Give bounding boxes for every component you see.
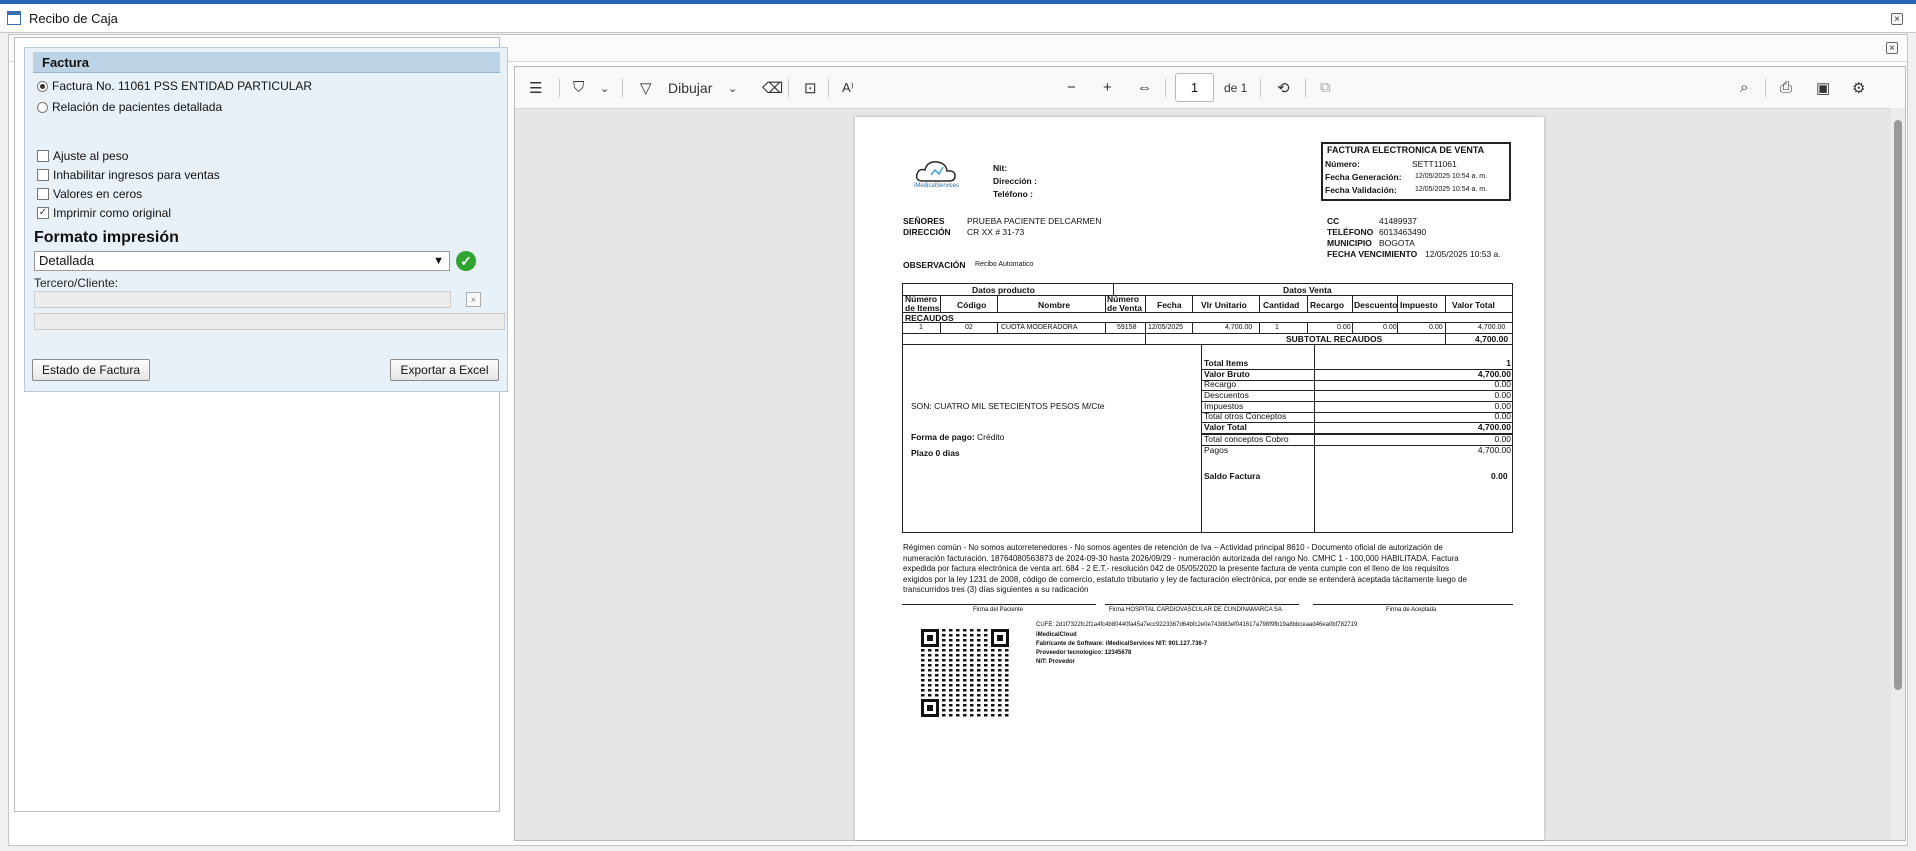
table-line — [1445, 322, 1446, 344]
toolbar-separator — [1305, 79, 1306, 97]
logo-cloud-icon — [913, 155, 963, 185]
col-nombre: Nombre — [1038, 300, 1071, 310]
table-line — [1105, 295, 1106, 312]
qr-finder — [991, 629, 1009, 647]
totals-row-label: Total conceptos Cobro — [1204, 434, 1289, 444]
saldo-label: Saldo Factura — [1204, 471, 1261, 481]
col-items — [905, 295, 940, 313]
toolbar-separator — [1765, 79, 1766, 97]
telefono-header-label: Teléfono : — [993, 189, 1033, 199]
pdf-viewer — [514, 66, 1906, 841]
checkbox-ceros[interactable] — [37, 187, 142, 201]
cc-label: CC — [1327, 216, 1340, 226]
checkbox-checked[interactable]: ✓ — [38, 207, 48, 218]
plazo-text: Plazo 0 dias — [911, 448, 960, 458]
factura-panel — [24, 47, 508, 392]
chevron-down-icon: ▼ — [433, 255, 444, 267]
checkbox-ceros-label: Valores en ceros — [53, 187, 143, 201]
table-line — [940, 295, 941, 312]
municipio-label: MUNICIPIO — [1327, 238, 1372, 248]
table-row-cantidad: 1 — [1275, 324, 1279, 331]
fit-page-icon[interactable]: ⇔ — [1137, 79, 1152, 96]
rotate-icon[interactable]: ⟲ — [1277, 80, 1290, 97]
left-column — [14, 37, 500, 812]
fabricante-text: Fabricante de Software: iMedicalServices NIT: 901.127.736-7 — [1036, 641, 1208, 647]
highlight-icon[interactable]: ⛉ — [573, 79, 585, 96]
fecha-generacion-label: Fecha Generación: — [1325, 172, 1402, 182]
checkbox-ajuste[interactable] — [37, 149, 128, 163]
checkbox-inhabilitar-label: Inhabilitar ingresos para ventas — [53, 168, 220, 182]
signature-line — [902, 604, 1096, 605]
qr-code-icon — [921, 629, 1009, 717]
totals-row-value: 0.00 — [1494, 434, 1511, 444]
table-line — [902, 322, 1513, 323]
cc-value: 41489937 — [1379, 216, 1417, 226]
senores-label: SEÑORES — [903, 216, 945, 226]
qr-finder — [921, 699, 939, 717]
close-panel-button[interactable]: × — [1886, 42, 1898, 54]
radio-button-selected[interactable] — [37, 81, 48, 92]
table-row-recargo: 0.00 — [1337, 324, 1351, 331]
window-icon — [7, 11, 21, 25]
toolbar-separator — [559, 79, 560, 97]
observacion-value: Recibo Automatico — [975, 261, 1034, 268]
col-items-line1: Número — [905, 294, 938, 304]
window-title: Recibo de Caja — [29, 11, 118, 26]
chevron-down-icon[interactable]: ⌄ — [600, 83, 610, 95]
legal-line: exigidos por la ley 1231 de 2008, código de comercio, estatuto tributario y ley de facturación electrónica, por ende se entenderá aceptada tácitamente luego de — [903, 574, 1467, 584]
table-line — [1352, 295, 1353, 312]
totals-row-value: 0.00 — [1494, 379, 1511, 389]
table-line — [902, 344, 1513, 345]
toolbar-separator — [1260, 79, 1261, 97]
checkbox[interactable] — [37, 169, 49, 181]
pdf-toolbar — [515, 67, 1905, 109]
table-line — [997, 322, 998, 333]
table-line — [997, 295, 998, 312]
format-select-value: Detallada — [39, 253, 94, 268]
radio-factura[interactable] — [37, 79, 312, 93]
table-line — [940, 322, 941, 333]
col-fecha: Fecha — [1157, 300, 1182, 310]
search-icon[interactable]: ⌕ — [1740, 79, 1749, 96]
direccion-label: DIRECCIÓN — [903, 227, 951, 237]
toolbar-separator — [788, 79, 789, 97]
section-recaudos: RECAUDOS — [905, 313, 954, 323]
datos-producto-header: Datos producto — [972, 285, 1035, 295]
draw-icon[interactable]: ▽ — [640, 80, 652, 97]
col-vlr-unitario: Vlr Unitario — [1201, 300, 1247, 310]
table-row-fecha: 12/05/2025 — [1148, 324, 1184, 331]
nit-proveedor-text: NIT: Provedor — [1036, 659, 1076, 665]
fecha-vencimiento-label: FECHA VENCIMIENTO — [1327, 249, 1418, 259]
checkbox[interactable] — [37, 188, 49, 200]
totals-row-label: Total Items — [1204, 358, 1249, 368]
totals-row-value: 4,700.00 — [1477, 445, 1511, 455]
checkbox-original[interactable] — [37, 206, 171, 220]
close-window-button[interactable]: × — [1891, 13, 1903, 25]
observacion-label: OBSERVACIÓN — [903, 260, 966, 270]
totals-row-label: Recargo — [1204, 379, 1237, 389]
table-line — [1352, 322, 1353, 333]
col-impuesto: Impuesto — [1400, 300, 1438, 310]
page-total: de 1 — [1224, 81, 1248, 95]
firma-paciente: Firma del Paciente — [973, 607, 1024, 613]
saldo-value: 0.00 — [1491, 471, 1508, 481]
draw-label[interactable]: Dibujar — [668, 80, 713, 96]
table-line — [902, 312, 1513, 313]
totals-row-value: 0.00 — [1494, 401, 1511, 411]
table-line — [1259, 322, 1260, 333]
table-row-n: 1 — [919, 324, 923, 331]
print-icon[interactable]: ⎙ — [1780, 79, 1793, 96]
outline-icon[interactable]: ☰ — [529, 80, 543, 97]
totals-row-value: 1 — [1506, 358, 1511, 368]
toolbar-separator — [1165, 79, 1166, 97]
table-line — [1105, 322, 1106, 333]
cufe-text: CUFE: 2d1f7322fc2f1a4fc4b80440fa45a7ecc9223367d64bfc2e0e743883ef041617a798f9fb19a8bbceaad46ea0bf782719 — [1036, 622, 1358, 628]
legal-line: expedida por factura electrónica de venta art. 684 - 2 E.T.- resolución 042 de 05/05/2020 la presente factura de venta cumple con el lleno de los requisitos — [903, 564, 1450, 573]
table-line — [1397, 322, 1398, 333]
export-excel-button[interactable]: Exportar a Excel — [390, 359, 499, 381]
table-line — [1201, 422, 1513, 423]
col-venta-line1: Número — [1107, 294, 1140, 304]
fecha-generacion-value: 12/05/2025 10:54 a. m. — [1415, 173, 1487, 180]
legal-line: transcurridos tres (3) días siguientes a su radicación — [903, 585, 1089, 594]
fecha-vencimiento-value: 12/05/2025 10:53 a. — [1425, 249, 1501, 259]
format-title: Formato impresión — [34, 229, 179, 246]
subtotal-label: SUBTOTAL RECAUDOS — [1286, 334, 1383, 344]
vertical-scrollbar[interactable] — [1891, 108, 1905, 840]
col-descuento: Descuento — [1354, 300, 1398, 310]
signature-line — [1105, 604, 1299, 605]
totals-row-label: Impuestos — [1204, 401, 1244, 411]
page-number-input[interactable]: 1 — [1175, 73, 1214, 102]
table-line — [1201, 344, 1202, 533]
telefono-value: 6013463490 — [1379, 227, 1427, 237]
col-valor-total: Valor Total — [1452, 300, 1495, 310]
table-line — [1201, 380, 1513, 381]
tercero-input[interactable] — [34, 291, 451, 308]
radio-relacion-label: Relación de pacientes detallada — [52, 100, 223, 114]
table-line — [1307, 295, 1308, 312]
table-line — [1307, 322, 1308, 333]
estado-factura-button[interactable]: Estado de Factura — [32, 359, 150, 381]
totals-row-value: 4,700.00 — [1477, 369, 1511, 379]
firma-aceptada: Firma de Aceptada — [1386, 607, 1437, 613]
imedicalcloud-text: iMedicalCloud — [1036, 632, 1077, 638]
col-venta-line2: de Venta — [1107, 303, 1142, 313]
forma-pago-value: Crédito — [977, 432, 1005, 442]
direccion-header-label: Dirección : — [993, 176, 1037, 186]
totals-row-label: Pagos — [1204, 445, 1229, 455]
table-line — [1445, 295, 1446, 312]
table-line — [1201, 401, 1513, 402]
chevron-down-icon[interactable]: ⌄ — [728, 83, 738, 95]
senores-value: PRUEBA PACIENTE DELCARMEN — [967, 216, 1102, 226]
subtotal-value: 4,700.00 — [1475, 334, 1509, 344]
checkbox-ajuste-label: Ajuste al peso — [53, 149, 129, 163]
table-line — [902, 333, 1513, 334]
table-line — [1314, 344, 1315, 533]
col-recargo: Recargo — [1310, 300, 1345, 310]
numero-value: SETT11061 — [1412, 159, 1457, 169]
zoom-out-icon[interactable]: − — [1067, 79, 1076, 96]
legal-line: Régimen común - No somos autorretenedores - No somos agentes de retención de Iva – Actividad principal 8610 - Documento oficial de autorización de — [903, 543, 1443, 552]
pdf-page — [855, 117, 1544, 840]
col-venta — [1107, 295, 1142, 313]
tercero-name-field — [34, 313, 505, 330]
table-row-vlr: 4,700.00 — [1225, 324, 1253, 331]
table-line — [1192, 295, 1193, 312]
totals-row-label: Total otros Conceptos — [1204, 411, 1287, 421]
datos-venta-header: Datos Venta — [1283, 285, 1332, 295]
confirm-check-icon[interactable]: ✓ — [456, 251, 476, 271]
proveedor-text: Proveedor tecnologico: 12345678 — [1036, 650, 1132, 656]
numero-label: Número: — [1325, 159, 1360, 169]
qr-finder — [921, 629, 939, 647]
signature-line — [1313, 604, 1513, 605]
toolbar-separator — [828, 79, 829, 97]
toolbar-separator — [622, 79, 623, 97]
checkbox[interactable] — [37, 150, 49, 162]
totals-row-label: Descuentos — [1204, 390, 1249, 400]
logo-text: iMedicalServices — [914, 183, 960, 189]
fecha-validacion-label: Fecha Validación: — [1325, 185, 1397, 195]
checkbox-inhabilitar[interactable] — [37, 168, 220, 182]
gear-icon[interactable]: ⚙ — [1852, 80, 1866, 97]
radio-relacion[interactable] — [37, 100, 222, 114]
son-text: SON: CUATRO MIL SETECIENTOS PESOS M/Cte — [911, 401, 1105, 411]
fe-title: FACTURA ELECTRONICA DE VENTA — [1327, 145, 1485, 155]
table-line — [1145, 322, 1146, 344]
firma-hospital: Firma HOSPITAL CARDIOVASCULAR DE CUNDINAMARCA SA — [1109, 607, 1282, 613]
nit-label: Nit: — [993, 163, 1008, 173]
table-line — [1201, 445, 1513, 446]
totals-row-value: 0.00 — [1494, 411, 1511, 421]
save-icon[interactable]: ▣ — [1816, 80, 1831, 97]
col-cantidad: Cantidad — [1263, 300, 1300, 310]
checkbox-original-label: Imprimir como original — [53, 206, 172, 220]
scrollbar-thumb[interactable] — [1894, 120, 1902, 690]
totals-row-value: 4,700.00 — [1477, 422, 1511, 432]
table-row-total: 4,700.00 — [1478, 324, 1506, 331]
totals-row-label: Valor Bruto — [1204, 369, 1250, 379]
fecha-validacion-value: 12/05/2025 10:54 a. m. — [1415, 186, 1487, 193]
title-bar — [0, 4, 1916, 33]
totals-row-label: Valor Total — [1204, 422, 1247, 432]
table-row-venta: 59158 — [1117, 324, 1137, 331]
table-line — [902, 295, 1513, 296]
table-row-impuesto: 0.00 — [1429, 324, 1443, 331]
forma-pago-label: Forma de pago: — [911, 432, 975, 442]
table-row-nombre: CUOTA MODERADORA — [1001, 324, 1078, 331]
table-line — [1259, 295, 1260, 312]
radio-button[interactable] — [37, 102, 48, 113]
table-line — [1145, 295, 1146, 312]
text-box-icon[interactable]: ⊡ — [804, 80, 817, 97]
table-row-descuento: 0.00 — [1383, 324, 1397, 331]
col-items-line2: de Items — [905, 303, 940, 313]
search-icon[interactable]: ⌕ — [466, 292, 481, 307]
read-aloud-icon[interactable]: A⁾ — [842, 80, 854, 95]
table-row-codigo: 02 — [965, 324, 973, 331]
panel-header: Factura — [33, 52, 500, 73]
radio-factura-label: Factura No. 11061 PSS ENTIDAD PARTICULAR — [52, 79, 313, 93]
totals-row-value: 0.00 — [1494, 390, 1511, 400]
page-view-icon[interactable]: ⧉ — [1320, 79, 1331, 96]
legal-line: numeración facturación. 18764080563873 de 2024-09-30 hasta 2026/09/29 - numeración autorizada del rango No. CMHC 1 - 100,000 HABILITADA. Factura — [903, 553, 1459, 563]
telefono-label: TELÉFONO — [1327, 227, 1374, 237]
direccion-value: CR XX # 31-73 — [967, 227, 1025, 237]
municipio-value: BOGOTA — [1379, 238, 1415, 248]
tercero-label: Tercero/Cliente: — [34, 276, 119, 290]
format-select[interactable] — [34, 251, 450, 271]
table-line — [1192, 322, 1193, 333]
zoom-in-icon[interactable]: + — [1103, 79, 1112, 96]
col-codigo: Código — [957, 300, 987, 310]
eraser-icon[interactable]: ⌫ — [762, 80, 784, 97]
